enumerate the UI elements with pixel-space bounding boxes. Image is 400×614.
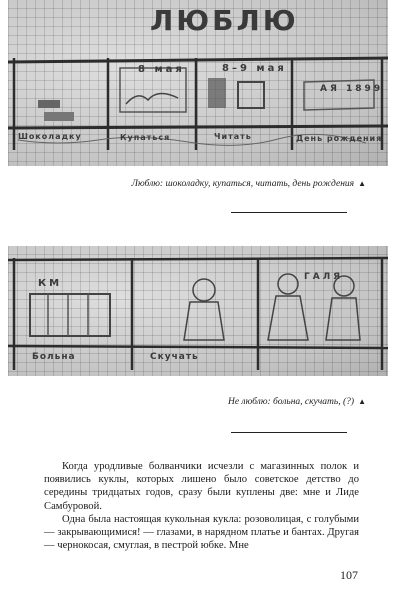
drawing-cell-text: Скучать: [150, 352, 199, 362]
drawing-cell-text: Читать: [214, 132, 252, 141]
caption-rule: [231, 212, 347, 213]
drawing-cell-text: День рождения: [296, 134, 383, 143]
paragraph: Одна была настоящая кукольная кукла: розоволицая, с голубыми — закрывающимися! — глазами, в нарядном платье и бантах. Другая — чернокосая, смуглая, в пестрой юбке. Мне: [44, 513, 359, 552]
photo-love-drawing: [8, 0, 388, 166]
drawing-cell-text: ГАЛЯ: [304, 272, 344, 282]
body-text: [44, 460, 359, 552]
caption-text: Люблю: шоколадку, купаться, читать, день рождения: [131, 179, 355, 189]
drawing-cell-text: Шоколадку: [18, 132, 82, 141]
photo-caption: [228, 397, 366, 407]
drawing-heading: ЛЮБЛЮ: [150, 4, 299, 37]
photo-caption: [132, 179, 366, 189]
page-number: 107: [340, 568, 358, 582]
caption-arrow-icon: ▲: [358, 397, 366, 406]
drawing-cell-text: 8–9 мая: [222, 63, 287, 74]
drawing-cell-text: КМ: [38, 278, 63, 289]
paragraph: Когда уродливые болванчики исчезли с магазинных полок и появились куклы, которых лишено было советское детство до середины тридцатых годов, сразу были куплены две: мне и Лиде Самбуровой.: [44, 461, 359, 512]
caption-rule: [231, 432, 347, 433]
caption-arrow-icon: ▲: [358, 179, 366, 188]
drawing-cell-text: 8 мая: [138, 64, 185, 75]
drawing-cell-text: Больна: [32, 352, 76, 362]
photo-dislike-drawing: [8, 246, 388, 376]
caption-text: Не люблю: больна, скучать, (?): [227, 397, 355, 407]
drawing-cell-text: Купаться: [120, 133, 171, 142]
drawing-cell-text: АЯ 1899: [320, 84, 384, 94]
